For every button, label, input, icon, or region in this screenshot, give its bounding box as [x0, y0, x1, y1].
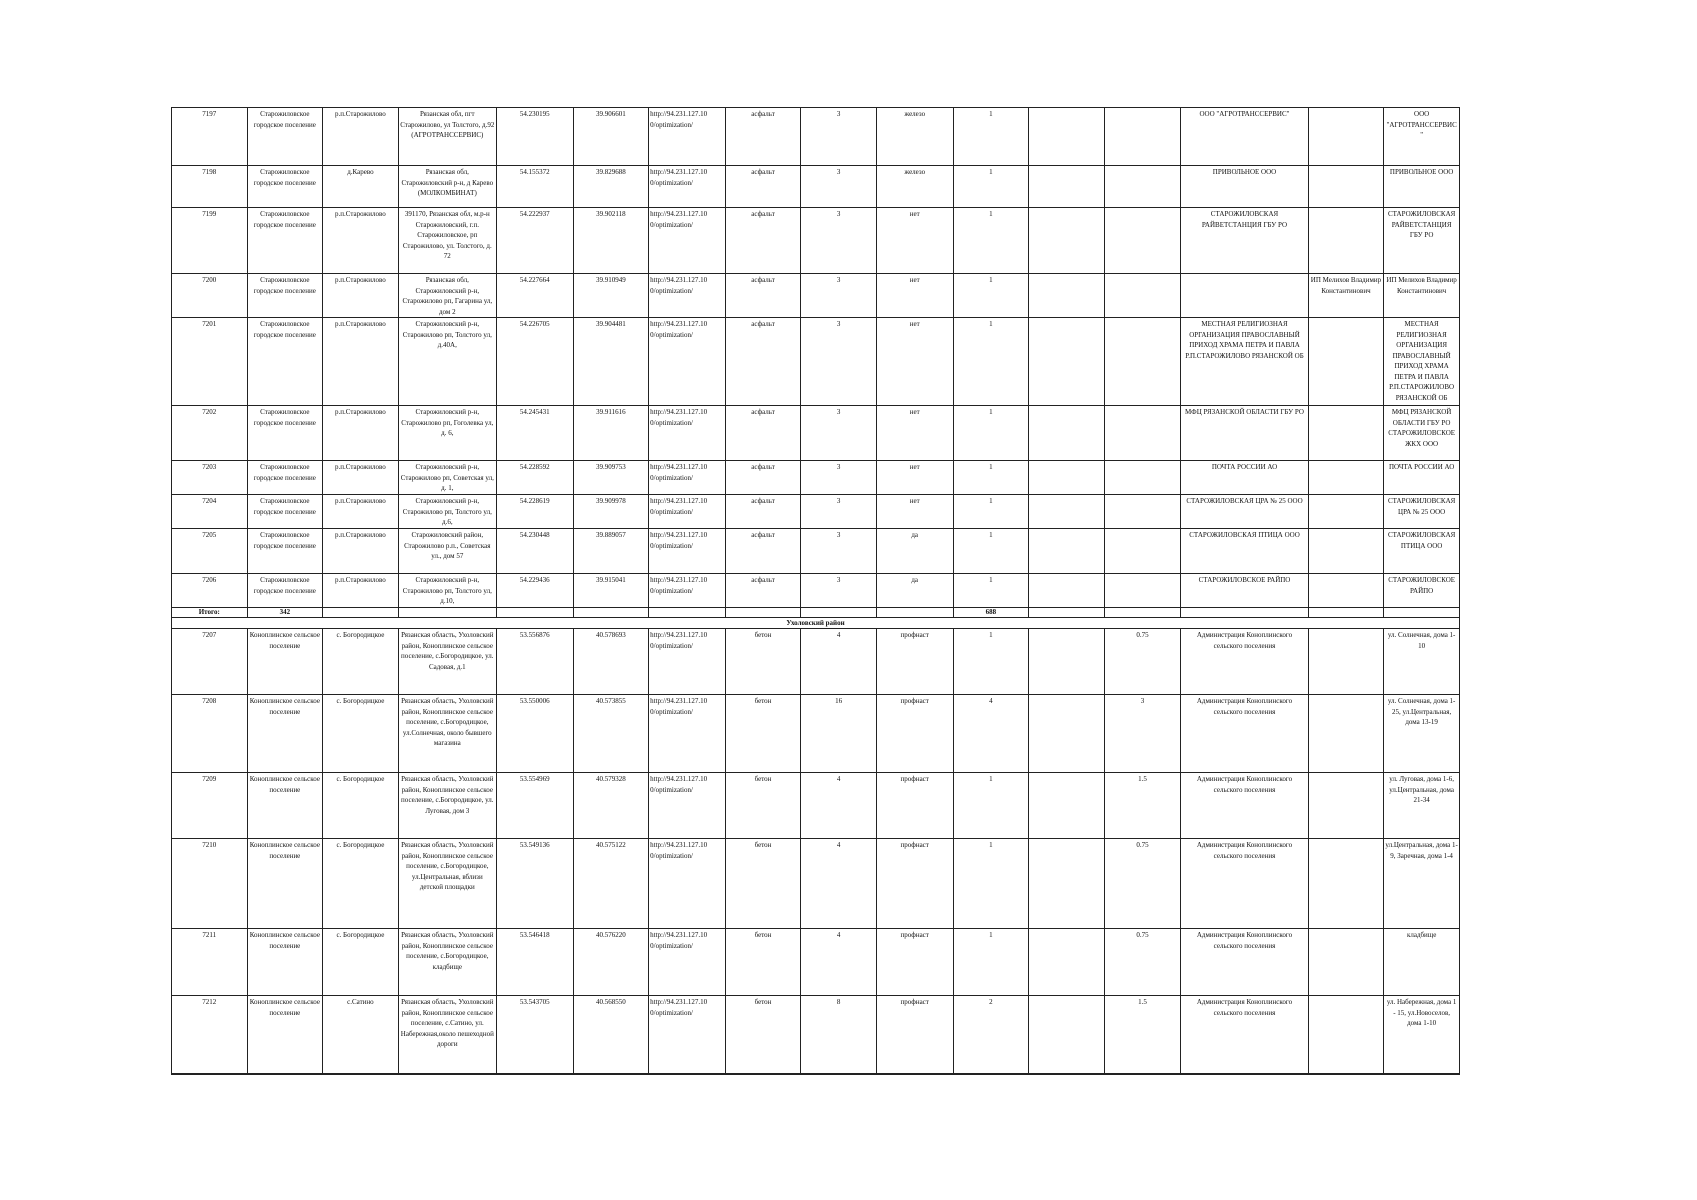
- cell-pokrytie: асфальт: [725, 208, 801, 274]
- cell-pokrytie: асфальт: [725, 495, 801, 529]
- cell-ograzhdenie: профнаст: [876, 929, 953, 996]
- cell-id: 7211: [172, 929, 248, 996]
- cell-ploshad: 8: [801, 996, 877, 1075]
- cell-punkt: р.п.Старожилово: [323, 461, 399, 495]
- cell-address: Рязанская обл, Старожиловский р-н, Старожилово рп, Гагарина ул, дом 2: [398, 274, 496, 318]
- itogo-label: Итого:: [172, 608, 248, 618]
- cell-ograzhdenie: нет: [876, 274, 953, 318]
- cell-lon: 40.568550: [573, 996, 649, 1075]
- table-row: [172, 461, 1460, 495]
- cell-obem2: 3: [1104, 695, 1181, 773]
- cell-ploshad: 4: [801, 929, 877, 996]
- cell-lon: 39.909753: [573, 461, 649, 495]
- cell-owner: ПРИВОЛЬНОЕ ООО: [1181, 166, 1308, 208]
- cell-address: Рязанская обл, пгт Старожилово, ул Толстого, д.92 (АГРОТРАНССЕРВИС): [398, 108, 496, 166]
- cell-lat: 54.228592: [496, 461, 573, 495]
- cell-kolvo: 1: [953, 929, 1029, 996]
- cell-ograzhdenie: профнаст: [876, 695, 953, 773]
- district-name: Ухоловский район: [172, 618, 1460, 629]
- cell-lon: 39.915041: [573, 574, 649, 608]
- cell-lon: 39.889057: [573, 529, 649, 574]
- cell-address: Рязанская обл, Старожиловский р-н, д Карево (МОЛКОМБИНАТ): [398, 166, 496, 208]
- cell-lat: 53.543705: [496, 996, 573, 1075]
- cell-ograzhdenie: да: [876, 574, 953, 608]
- cell-id: 7201: [172, 318, 248, 406]
- cell-ip: [1308, 773, 1384, 839]
- cell-ploshad: 3: [801, 406, 877, 461]
- cell-istochnik: ул. Луговая, дома 1-6, ул.Центральная, дома 21-34: [1384, 773, 1460, 839]
- cell-pokrytie: бетон: [725, 996, 801, 1075]
- cell-address: Рязанская область, Ухоловский район, Коноплинское сельское поселение, с.Богородицкое, кладбище: [398, 929, 496, 996]
- cell-poselenie: Коноплинское сельское поселение: [247, 629, 323, 695]
- cell-istochnik: СТАРОЖИЛОВСКОЕ РАЙПО: [1384, 574, 1460, 608]
- cell-url: http://94.231.127.10 0/optimization/: [649, 695, 726, 773]
- cell-owner: СТАРОЖИЛОВСКАЯ ПТИЦА ООО: [1181, 529, 1308, 574]
- table-row: [172, 529, 1460, 574]
- table-row: [172, 274, 1460, 318]
- cell-owner: Администрация Коноплинского сельского поселения: [1181, 695, 1308, 773]
- cell-url: http://94.231.127.10 0/optimization/: [649, 839, 726, 929]
- cell-poselenie: Старожиловское городское поселение: [247, 529, 323, 574]
- cell-poselenie: Коноплинское сельское поселение: [247, 996, 323, 1075]
- cell-ploshad: 3: [801, 166, 877, 208]
- cell-ploshad: 4: [801, 629, 877, 695]
- cell-kolvo: 1: [953, 574, 1029, 608]
- cell-punkt: р.п.Старожилово: [323, 274, 399, 318]
- cell-kolvo: 1: [953, 629, 1029, 695]
- cell-istochnik: ул. Солнечная, дома 1-25, ул.Центральная, дома 13-19: [1384, 695, 1460, 773]
- table-row: [172, 996, 1460, 1075]
- table-row: [172, 629, 1460, 695]
- cell-kolvo: 4: [953, 695, 1029, 773]
- cell-id: 7208: [172, 695, 248, 773]
- cell-obem: [1029, 208, 1105, 274]
- cell-kolvo: 1: [953, 773, 1029, 839]
- cell-url: http://94.231.127.10 0/optimization/: [649, 461, 726, 495]
- cell-ploshad: 4: [801, 773, 877, 839]
- cell-ograzhdenie: профнаст: [876, 629, 953, 695]
- cell-ograzhdenie: профнаст: [876, 773, 953, 839]
- table-row: [172, 839, 1460, 929]
- cell-obem: [1029, 695, 1105, 773]
- cell-id: 7197: [172, 108, 248, 166]
- cell-obem: [1029, 461, 1105, 495]
- cell-poselenie: Старожиловское городское поселение: [247, 406, 323, 461]
- cell-kolvo: 1: [953, 208, 1029, 274]
- cell-url: http://94.231.127.10 0/optimization/: [649, 108, 726, 166]
- cell-id: 7205: [172, 529, 248, 574]
- cell-obem: [1029, 406, 1105, 461]
- cell-ip: [1308, 929, 1384, 996]
- cell-id: 7199: [172, 208, 248, 274]
- cell-lon: 40.573855: [573, 695, 649, 773]
- cell-kolvo: 1: [953, 406, 1029, 461]
- cell-address: Старожиловский район, Старожилово р.п., Советская ул., дом 57: [398, 529, 496, 574]
- cell-poselenie: Старожиловское городское поселение: [247, 495, 323, 529]
- cell-kolvo: 1: [953, 495, 1029, 529]
- cell-kolvo: 1: [953, 166, 1029, 208]
- cell-lat: 54.228619: [496, 495, 573, 529]
- cell-obem2: [1104, 208, 1181, 274]
- cell-punkt: с. Богородицкое: [323, 695, 399, 773]
- cell-lat: 54.226705: [496, 318, 573, 406]
- cell-ograzhdenie: профнаст: [876, 996, 953, 1075]
- cell-pokrytie: асфальт: [725, 529, 801, 574]
- cell-owner: ПОЧТА РОССИИ АО: [1181, 461, 1308, 495]
- cell-id: 7202: [172, 406, 248, 461]
- cell-pokrytie: асфальт: [725, 274, 801, 318]
- cell-ip: [1308, 495, 1384, 529]
- cell-istochnik: МФЦ РЯЗАНСКОЙ ОБЛАСТИ ГБУ РО СТАРОЖИЛОВСКОЕ ЖКХ ООО: [1384, 406, 1460, 461]
- cell-id: 7210: [172, 839, 248, 929]
- cell-ograzhdenie: железо: [876, 108, 953, 166]
- cell-ograzhdenie: нет: [876, 406, 953, 461]
- cell-obem: [1029, 166, 1105, 208]
- cell-address: 391170, Рязанская обл, м.р-н Старожиловский, г.п. Старожиловское, рп Старожилово, ул. Толстого, д. 72: [398, 208, 496, 274]
- cell-punkt: с. Богородицкое: [323, 629, 399, 695]
- cell-id: 7212: [172, 996, 248, 1075]
- cell-punkt: р.п.Старожилово: [323, 406, 399, 461]
- cell-lat: 53.556876: [496, 629, 573, 695]
- cell-poselenie: Старожиловское городское поселение: [247, 208, 323, 274]
- cell-poselenie: Старожиловское городское поселение: [247, 166, 323, 208]
- cell-lat: 54.230195: [496, 108, 573, 166]
- cell-url: http://94.231.127.10 0/optimization/: [649, 929, 726, 996]
- cell-ploshad: 3: [801, 529, 877, 574]
- cell-ograzhdenie: профнаст: [876, 839, 953, 929]
- district-header-row: [172, 618, 1460, 629]
- cell-istochnik: ул.Центральная, дома 1-9, Заречная, дома 1-4: [1384, 839, 1460, 929]
- cell-ograzhdenie: нет: [876, 495, 953, 529]
- cell-ip: [1308, 695, 1384, 773]
- cell-ploshad: 3: [801, 208, 877, 274]
- cell-lat: 54.229436: [496, 574, 573, 608]
- cell-ploshad: 3: [801, 574, 877, 608]
- cell-id: 7200: [172, 274, 248, 318]
- cell-pokrytie: бетон: [725, 695, 801, 773]
- cell-owner: [1181, 274, 1308, 318]
- cell-lat: 53.546418: [496, 929, 573, 996]
- cell-poselenie: Старожиловское городское поселение: [247, 461, 323, 495]
- cell-obem2: [1104, 529, 1181, 574]
- cell-ip: [1308, 406, 1384, 461]
- cell-punkt: с.Сатино: [323, 996, 399, 1075]
- itogo-count: 342: [247, 608, 323, 618]
- cell-url: http://94.231.127.10 0/optimization/: [649, 574, 726, 608]
- cell-obem2: 0.75: [1104, 929, 1181, 996]
- itogo-row: [172, 608, 1460, 618]
- table-row: [172, 406, 1460, 461]
- cell-punkt: р.п.Старожилово: [323, 529, 399, 574]
- cell-lon: 39.829688: [573, 166, 649, 208]
- cell-punkt: р.п.Старожилово: [323, 574, 399, 608]
- cell-lat: 54.155372: [496, 166, 573, 208]
- cell-istochnik: СТАРОЖИЛОВСКАЯ РАЙВЕТСТАНЦИЯ ГБУ РО: [1384, 208, 1460, 274]
- cell-punkt: с. Богородицкое: [323, 929, 399, 996]
- cell-istochnik: ПРИВОЛЬНОЕ ООО: [1384, 166, 1460, 208]
- cell-lat: 54.230448: [496, 529, 573, 574]
- cell-poselenie: Старожиловское городское поселение: [247, 574, 323, 608]
- cell-ip: [1308, 461, 1384, 495]
- cell-kolvo: 1: [953, 839, 1029, 929]
- cell-istochnik: ПОЧТА РОССИИ АО: [1384, 461, 1460, 495]
- cell-address: Рязанская область, Ухоловский район, Коноплинское сельское поселение, с.Богородицкое, ул.Центральная, вблизи детской площадки: [398, 839, 496, 929]
- cell-kolvo: 1: [953, 318, 1029, 406]
- cell-ploshad: 3: [801, 461, 877, 495]
- cell-id: 7206: [172, 574, 248, 608]
- cell-address: Рязанская область, Ухоловский район, Коноплинское сельское поселение, с.Богородицкое, ул.Солнечная, около бывшего магазина: [398, 695, 496, 773]
- cell-lon: 40.576220: [573, 929, 649, 996]
- cell-istochnik: ИП Мелихов Владимир Константинович: [1384, 274, 1460, 318]
- cell-id: 7198: [172, 166, 248, 208]
- cell-lon: 40.578693: [573, 629, 649, 695]
- cell-owner: СТАРОЖИЛОВСКОЕ РАЙПО: [1181, 574, 1308, 608]
- cell-owner: МФЦ РЯЗАНСКОЙ ОБЛАСТИ ГБУ РО: [1181, 406, 1308, 461]
- cell-ip: [1308, 529, 1384, 574]
- cell-obem2: 1.5: [1104, 773, 1181, 839]
- cell-poselenie: Старожиловское городское поселение: [247, 274, 323, 318]
- cell-address: Старожиловский р-н, Старожилово рп, Гоголевка ул, д. 6,: [398, 406, 496, 461]
- cell-istochnik: СТАРОЖИЛОВСКАЯ ЦРА № 25 ООО: [1384, 495, 1460, 529]
- table-row: [172, 495, 1460, 529]
- cell-id: 7204: [172, 495, 248, 529]
- cell-obem2: [1104, 574, 1181, 608]
- itogo-total: 688: [953, 608, 1029, 618]
- cell-ip: [1308, 318, 1384, 406]
- cell-ograzhdenie: да: [876, 529, 953, 574]
- cell-obem: [1029, 108, 1105, 166]
- cell-pokrytie: асфальт: [725, 108, 801, 166]
- table-row: [172, 929, 1460, 996]
- cell-address: Старожиловский р-н, Старожилово рп, Толстого ул, д.6,: [398, 495, 496, 529]
- table-row: [172, 208, 1460, 274]
- cell-ploshad: 4: [801, 839, 877, 929]
- cell-ograzhdenie: нет: [876, 208, 953, 274]
- cell-lon: 39.904481: [573, 318, 649, 406]
- cell-punkt: с. Богородицкое: [323, 773, 399, 839]
- cell-obem2: 0.75: [1104, 839, 1181, 929]
- cell-pokrytie: асфальт: [725, 461, 801, 495]
- cell-poselenie: Коноплинское сельское поселение: [247, 929, 323, 996]
- cell-obem: [1029, 996, 1105, 1075]
- cell-lat: 54.222937: [496, 208, 573, 274]
- cell-istochnik: ул. Солнечная, дома 1- 10: [1384, 629, 1460, 695]
- cell-address: Рязанская область, Ухоловский район, Коноплинское сельское поселение, с.Сатино, ул. Набережная,около пешеходной дороги: [398, 996, 496, 1075]
- cell-id: 7207: [172, 629, 248, 695]
- cell-owner: МЕСТНАЯ РЕЛИГИОЗНАЯ ОРГАНИЗАЦИЯ ПРАВОСЛАВНЫЙ ПРИХОД ХРАМА ПЕТРА И ПАВЛА Р.П.СТАРОЖИЛОВО РЯЗАНСКОЙ ОБ: [1181, 318, 1308, 406]
- cell-pokrytie: асфальт: [725, 406, 801, 461]
- cell-ploshad: 3: [801, 274, 877, 318]
- cell-ip: [1308, 166, 1384, 208]
- table-row: [172, 166, 1460, 208]
- cell-kolvo: 1: [953, 274, 1029, 318]
- cell-pokrytie: асфальт: [725, 166, 801, 208]
- cell-ip: [1308, 108, 1384, 166]
- cell-ip: ИП Мелихов Владимир Константинович: [1308, 274, 1384, 318]
- cell-obem2: [1104, 495, 1181, 529]
- cell-obem2: [1104, 406, 1181, 461]
- cell-lon: 39.902118: [573, 208, 649, 274]
- cell-obem2: 1.5: [1104, 996, 1181, 1075]
- cell-obem2: [1104, 166, 1181, 208]
- cell-obem2: [1104, 461, 1181, 495]
- table-row: [172, 695, 1460, 773]
- cell-istochnik: ул. Набережная, дома 1 - 15, ул.Новоселов, дома 1-10: [1384, 996, 1460, 1075]
- cell-owner: СТАРОЖИЛОВСКАЯ ЦРА № 25 ООО: [1181, 495, 1308, 529]
- cell-url: http://94.231.127.10 0/optimization/: [649, 629, 726, 695]
- cell-obem2: [1104, 318, 1181, 406]
- cell-address: Рязанская область, Ухоловский район, Коноплинское сельское поселение, с.Богородицкое, ул. Садовая, д.1: [398, 629, 496, 695]
- cell-poselenie: Коноплинское сельское поселение: [247, 839, 323, 929]
- cell-obem: [1029, 629, 1105, 695]
- cell-url: http://94.231.127.10 0/optimization/: [649, 274, 726, 318]
- table-row: [172, 108, 1460, 166]
- cell-kolvo: 1: [953, 108, 1029, 166]
- cell-obem: [1029, 839, 1105, 929]
- cell-owner: СТАРОЖИЛОВСКАЯ РАЙВЕТСТАНЦИЯ ГБУ РО: [1181, 208, 1308, 274]
- cell-url: http://94.231.127.10 0/optimization/: [649, 318, 726, 406]
- cell-lat: 53.550006: [496, 695, 573, 773]
- table-row: [172, 318, 1460, 406]
- cell-ograzhdenie: железо: [876, 166, 953, 208]
- cell-obem: [1029, 773, 1105, 839]
- cell-url: http://94.231.127.10 0/optimization/: [649, 529, 726, 574]
- cell-owner: Администрация Коноплинского сельского поселения: [1181, 839, 1308, 929]
- cell-kolvo: 1: [953, 461, 1029, 495]
- cell-lon: 40.575122: [573, 839, 649, 929]
- cell-poselenie: Старожиловское городское поселение: [247, 108, 323, 166]
- cell-punkt: д.Карево: [323, 166, 399, 208]
- cell-ploshad: 16: [801, 695, 877, 773]
- cell-owner: Администрация Коноплинского сельского поселения: [1181, 996, 1308, 1075]
- cell-poselenie: Коноплинское сельское поселение: [247, 773, 323, 839]
- cell-lon: 39.906601: [573, 108, 649, 166]
- cell-ploshad: 3: [801, 495, 877, 529]
- cell-ograzhdenie: нет: [876, 318, 953, 406]
- cell-url: http://94.231.127.10 0/optimization/: [649, 495, 726, 529]
- cell-punkt: р.п.Старожилово: [323, 108, 399, 166]
- cell-pokrytie: бетон: [725, 629, 801, 695]
- cell-obem2: [1104, 274, 1181, 318]
- cell-poselenie: Старожиловское городское поселение: [247, 318, 323, 406]
- cell-owner: ООО "АГРОТРАНССЕРВИС": [1181, 108, 1308, 166]
- cell-istochnik: кладбище: [1384, 929, 1460, 996]
- table-row: [172, 773, 1460, 839]
- cell-ip: [1308, 996, 1384, 1075]
- cell-ograzhdenie: нет: [876, 461, 953, 495]
- cell-owner: Администрация Коноплинского сельского поселения: [1181, 773, 1308, 839]
- cell-address: Рязанская область, Ухоловский район, Коноплинское сельское поселение, с.Богородицкое, ул. Луговая, дом 3: [398, 773, 496, 839]
- cell-obem2: 0.75: [1104, 629, 1181, 695]
- cell-address: Старожиловский р-н, Старожилово рп, Советская ул, д. 1,: [398, 461, 496, 495]
- cell-id: 7209: [172, 773, 248, 839]
- cell-obem: [1029, 495, 1105, 529]
- cell-url: http://94.231.127.10 0/optimization/: [649, 166, 726, 208]
- cell-lon: 40.579328: [573, 773, 649, 839]
- registry-table: [171, 107, 1460, 1075]
- cell-pokrytie: бетон: [725, 839, 801, 929]
- cell-address: Старожиловский р-н, Старожилово рп, Толстого ул, д.10,: [398, 574, 496, 608]
- cell-pokrytie: бетон: [725, 929, 801, 996]
- cell-istochnik: МЕСТНАЯ РЕЛИГИОЗНАЯ ОРГАНИЗАЦИЯ ПРАВОСЛАВНЫЙ ПРИХОД ХРАМА ПЕТРА И ПАВЛА Р.П.СТАРОЖИЛОВО РЯЗАНСКОЙ ОБ: [1384, 318, 1460, 406]
- cell-punkt: р.п.Старожилово: [323, 208, 399, 274]
- cell-ip: [1308, 574, 1384, 608]
- cell-url: http://94.231.127.10 0/optimization/: [649, 996, 726, 1075]
- cell-url: http://94.231.127.10 0/optimization/: [649, 406, 726, 461]
- cell-kolvo: 1: [953, 529, 1029, 574]
- cell-ploshad: 3: [801, 318, 877, 406]
- cell-lat: 54.245431: [496, 406, 573, 461]
- cell-owner: Администрация Коноплинского сельского поселения: [1181, 629, 1308, 695]
- cell-lat: 54.227664: [496, 274, 573, 318]
- cell-obem: [1029, 318, 1105, 406]
- cell-lat: 53.554969: [496, 773, 573, 839]
- cell-address: Старожиловский р-н, Старожилово рп, Толстого ул, д.40А,: [398, 318, 496, 406]
- cell-lat: 53.549136: [496, 839, 573, 929]
- cell-ip: [1308, 208, 1384, 274]
- cell-istochnik: ООО "АГРОТРАНССЕРВИС": [1384, 108, 1460, 166]
- cell-owner: Администрация Коноплинского сельского поселения: [1181, 929, 1308, 996]
- cell-lon: 39.911616: [573, 406, 649, 461]
- cell-obem2: [1104, 108, 1181, 166]
- cell-kolvo: 2: [953, 996, 1029, 1075]
- cell-obem: [1029, 274, 1105, 318]
- cell-pokrytie: асфальт: [725, 574, 801, 608]
- table-row: [172, 574, 1460, 608]
- cell-obem: [1029, 529, 1105, 574]
- cell-punkt: р.п.Старожилово: [323, 495, 399, 529]
- cell-id: 7203: [172, 461, 248, 495]
- cell-ip: [1308, 839, 1384, 929]
- cell-url: http://94.231.127.10 0/optimization/: [649, 773, 726, 839]
- cell-punkt: с. Богородицкое: [323, 839, 399, 929]
- cell-obem: [1029, 929, 1105, 996]
- cell-url: http://94.231.127.10 0/optimization/: [649, 208, 726, 274]
- cell-istochnik: СТАРОЖИЛОВСКАЯ ПТИЦА ООО: [1384, 529, 1460, 574]
- cell-ip: [1308, 629, 1384, 695]
- cell-pokrytie: бетон: [725, 773, 801, 839]
- cell-pokrytie: асфальт: [725, 318, 801, 406]
- cell-poselenie: Коноплинское сельское поселение: [247, 695, 323, 773]
- cell-lon: 39.910949: [573, 274, 649, 318]
- cell-obem: [1029, 574, 1105, 608]
- cell-punkt: р.п.Старожилово: [323, 318, 399, 406]
- cell-ploshad: 3: [801, 108, 877, 166]
- cell-lon: 39.909978: [573, 495, 649, 529]
